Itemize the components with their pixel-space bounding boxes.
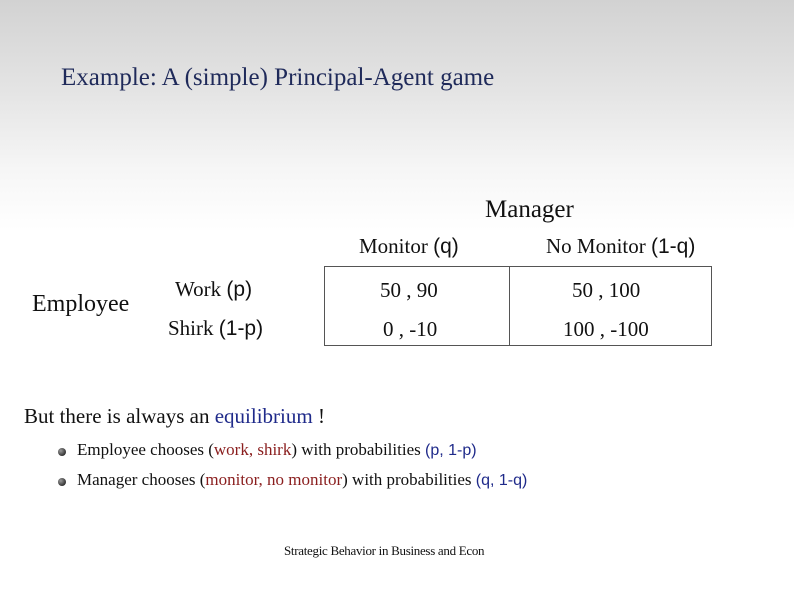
matrix-divider: [509, 267, 510, 345]
intro-suffix: !: [317, 404, 325, 428]
row-header-work: [175, 277, 252, 302]
slide-title: Example: A (simple) Principal-Agent game: [61, 64, 495, 91]
intro-highlight: equilibrium: [214, 404, 313, 428]
bullet-icon: [58, 478, 66, 486]
row-header-shirk: [168, 316, 263, 341]
row-player-label: Employee: [32, 291, 130, 317]
bullet-suffix: ) with probabilities: [342, 470, 472, 489]
row-label: Work: [175, 277, 222, 301]
payoff-cell-shirk-no-monitor: 100 , -100: [563, 317, 649, 341]
bullet-probs: (q, 1-q): [475, 472, 528, 489]
bullet-item-employee: [77, 440, 477, 460]
bullet-suffix: ) with probabilities: [291, 440, 421, 459]
column-prob: (1-q): [651, 235, 696, 258]
slide-footer: Strategic Behavior in Business and Econ: [284, 543, 485, 558]
payoff-cell-work-no-monitor: 50 , 100: [572, 278, 641, 302]
column-header-no-monitor: [546, 234, 695, 259]
bullet-highlight: monitor, no monitor: [205, 470, 343, 489]
column-label: No Monitor: [546, 234, 646, 258]
bullet-item-manager: [77, 470, 527, 490]
row-prob: (1-p): [218, 317, 264, 340]
bullet-icon: [58, 448, 66, 456]
column-header-monitor: [359, 234, 459, 259]
bullet-prefix: Manager chooses (: [77, 470, 206, 489]
intro-sentence: [24, 404, 325, 429]
column-player-label: Manager: [485, 196, 574, 223]
bullet-prefix: Employee chooses (: [77, 440, 214, 459]
column-label: Monitor: [359, 234, 428, 258]
bullet-highlight: work, shirk: [213, 440, 292, 459]
row-prob: (p): [226, 278, 253, 301]
payoff-cell-shirk-monitor: 0 , -10: [383, 317, 438, 341]
bullet-probs: (p, 1-p): [424, 442, 477, 459]
row-label: Shirk: [168, 316, 214, 340]
column-prob: (q): [433, 235, 459, 258]
intro-prefix: But there is always an: [24, 404, 210, 428]
payoff-matrix: [324, 266, 712, 346]
payoff-cell-work-monitor: 50 , 90: [380, 278, 438, 302]
